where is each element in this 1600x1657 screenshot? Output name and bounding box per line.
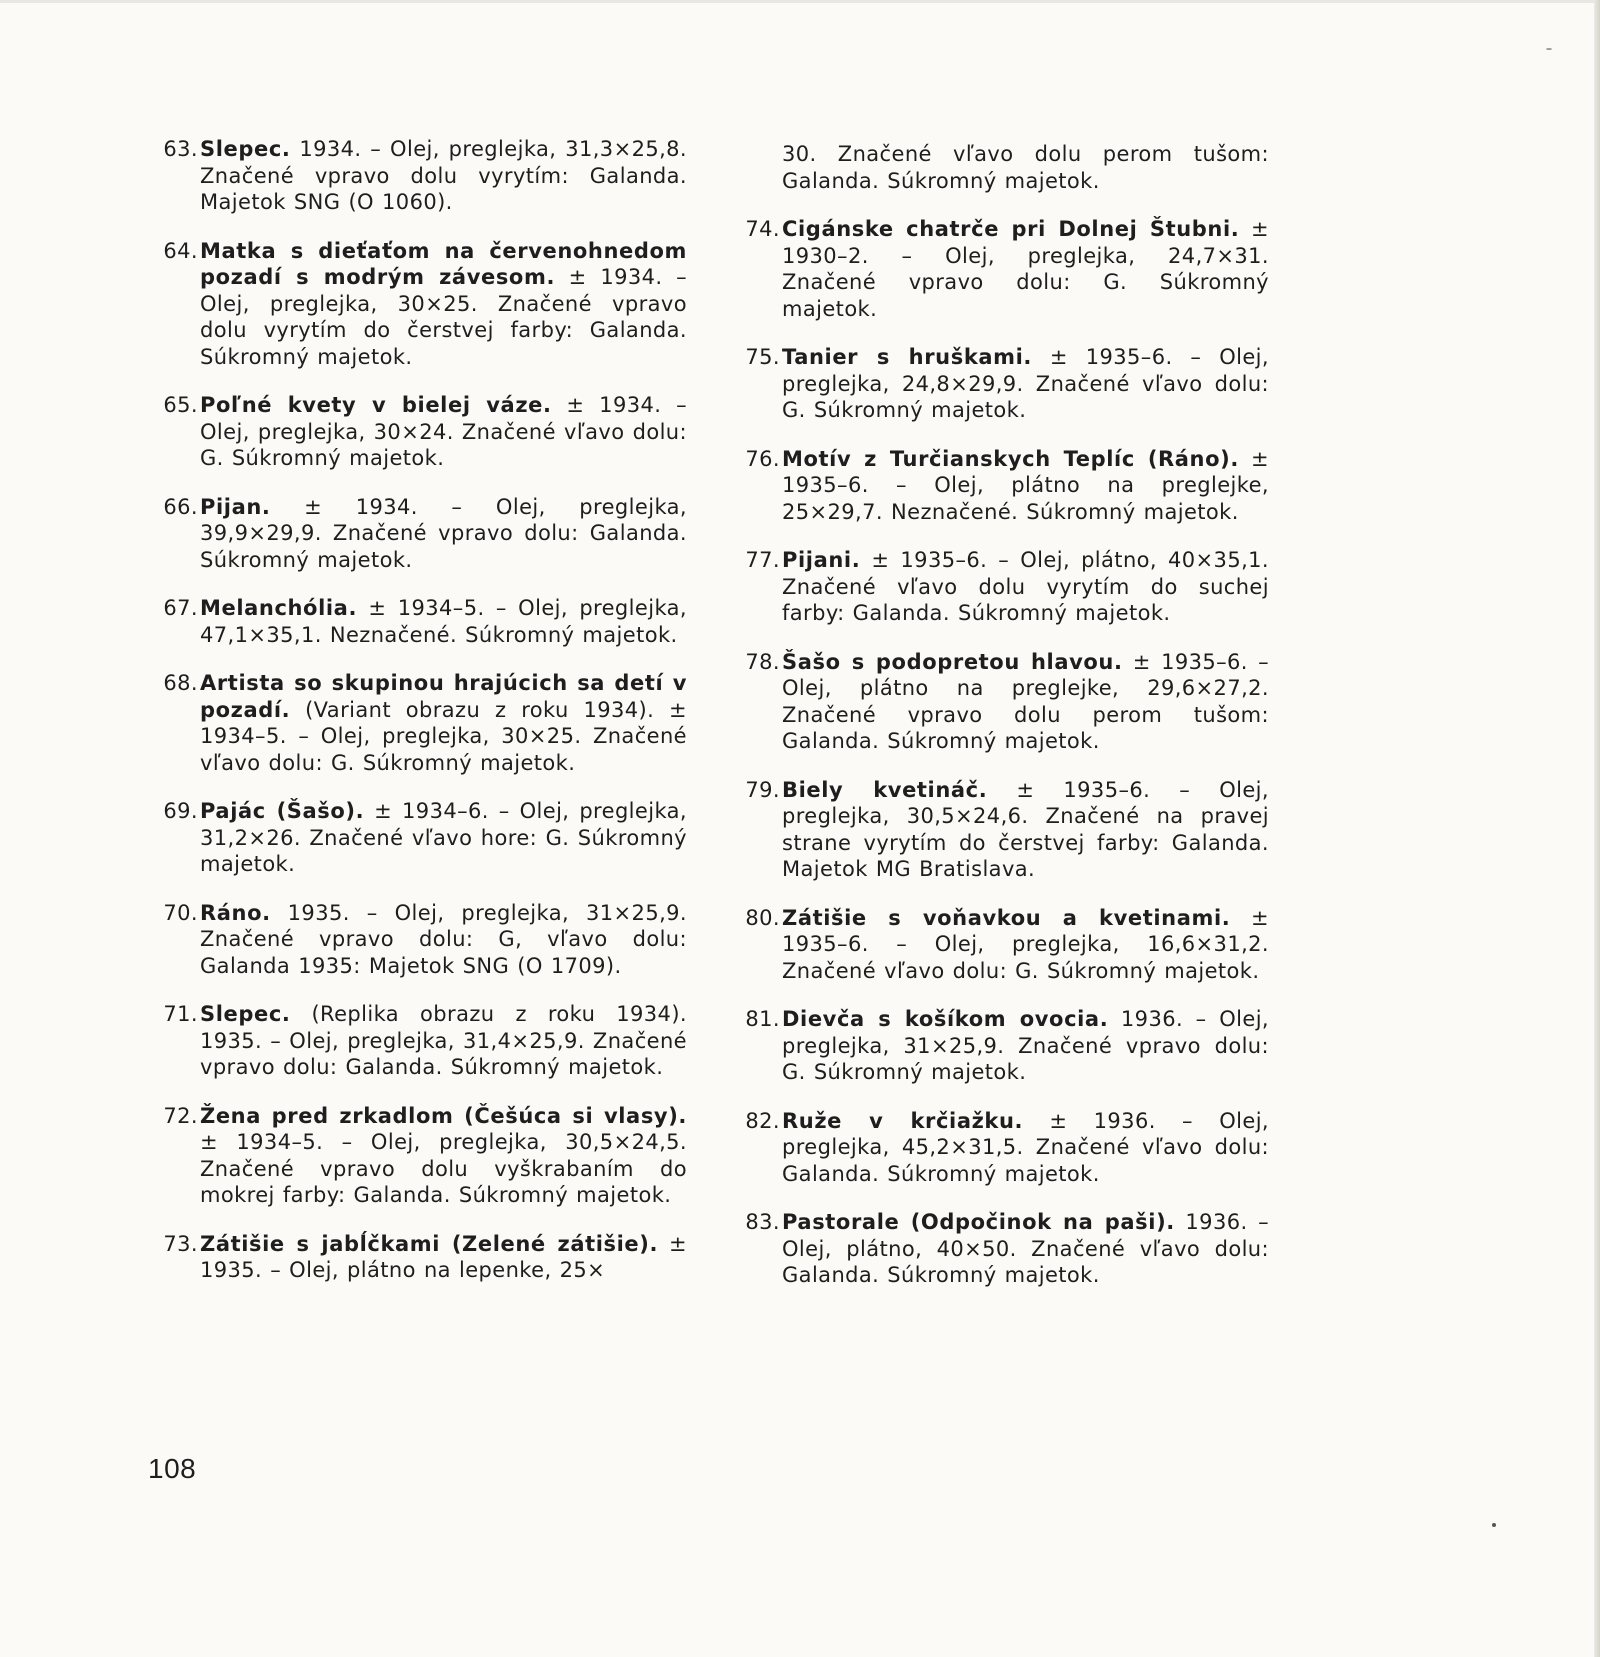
entry-text: ± 1935–6. – Olej, preglejka, 24,8×29,9. Značené vľavo dolu: G. Súkromný majetok. xyxy=(782,345,1269,422)
entry-number: 80. xyxy=(745,905,780,930)
catalog-entry xyxy=(152,1103,687,1209)
catalog-entry xyxy=(734,216,1269,322)
entry-text: ± 1934. – Olej, preglejka, 30×25. Značené vpravo dolu vyrytím do čerstvej farby: Galanda. Súkromný majetok. xyxy=(200,265,687,369)
entry-title: Tanier s hruškami. xyxy=(782,345,1033,369)
entry-title: Žena pred zrkadlom (Češúca si vlasy). xyxy=(200,1103,687,1128)
entry-number: 82. xyxy=(745,1108,780,1133)
entry-number: 68. xyxy=(163,671,198,695)
right-column xyxy=(734,141,1269,1311)
entry-number: 77. xyxy=(745,548,780,572)
entry-number: 69. xyxy=(163,799,198,823)
entry-text: ± 1936. – Olej, preglejka, 45,2×31,5. Značené vľavo dolu: Galanda. Súkromný majetok. xyxy=(782,1108,1269,1186)
catalog-entry xyxy=(152,595,687,648)
entry-text: 30. Značené vľavo dolu perom tušom: Galanda. Súkromný majetok. xyxy=(782,142,1269,193)
entry-number: 79. xyxy=(745,777,780,802)
entry-title: Biely kvetináč. xyxy=(782,777,988,802)
entry-title: Cigánske chatrče pri Dolnej Štubni. xyxy=(782,217,1240,241)
entry-text: (Replika obrazu z roku 1934). 1935. – Olej, preglejka, 31,4×25,9. Značené vpravo dolu: Galanda. Súkromný majetok. xyxy=(200,1002,687,1079)
entry-title: Matka s dieťaťom na červenohnedom pozadí s modrým závesom. xyxy=(200,238,687,289)
entry-title: Artista so skupinou hrajúcich sa detí v pozadí. xyxy=(200,671,687,722)
catalog-entry xyxy=(152,1001,687,1081)
entry-text: ± 1934–5. – Olej, preglejka, 30,5×24,5. Značené vpravo dolu vyškrabaním do mokrej farby: Galanda. Súkromný majetok. xyxy=(200,1130,687,1207)
entry-title: Zátišie s voňavkou a kvetinami. xyxy=(782,905,1231,930)
catalog-entry xyxy=(152,1231,687,1284)
catalog-entry xyxy=(152,670,687,776)
catalog-entry xyxy=(152,238,687,371)
catalog-entry xyxy=(152,392,687,472)
entry-title: Zátišie s jabĺčkami (Zelené zátišie). xyxy=(200,1231,659,1256)
entry-text: ± 1934. – Olej, preglejka, 39,9×29,9. Značené vpravo dolu: Galanda. Súkromný majetok. xyxy=(200,494,687,572)
entry-title: Dievča s košíkom ovocia. xyxy=(782,1007,1109,1031)
entry-text: ± 1935–6. – Olej, preglejka, 30,5×24,6. Značené na pravej strane vyrytím do čerstvej farby: Galanda. Majetok MG Bratislava. xyxy=(782,777,1269,881)
entry-number: 81. xyxy=(745,1007,780,1031)
entry-text: 1936. – Olej, preglejka, 31×25,9. Značené vpravo dolu: G. Súkromný majetok. xyxy=(782,1007,1269,1084)
catalog-entry xyxy=(152,900,687,980)
entry-title: Pijan. xyxy=(200,494,271,519)
catalog-entry xyxy=(152,494,687,574)
catalog-entry xyxy=(734,547,1269,627)
entry-number: 64. xyxy=(163,238,198,263)
entry-title: Melanchólia. xyxy=(200,596,358,620)
entry-number: 73. xyxy=(163,1231,198,1256)
entry-title: Pastorale (Odpočinok na paši). xyxy=(782,1210,1175,1234)
entry-text: ± 1935–6. – Olej, plátno na preglejke, 25×29,7. Neznačené. Súkromný majetok. xyxy=(782,446,1269,524)
entry-text: ± 1935–6. – Olej, plátno na preglejke, 29,6×27,2. Značené vpravo dolu perom tušom: Galanda. Súkromný majetok. xyxy=(782,649,1270,753)
print-speck xyxy=(1546,48,1552,50)
left-column xyxy=(152,136,687,1306)
catalog-entry xyxy=(734,649,1269,755)
entry-number: 72. xyxy=(163,1103,198,1128)
entry-title: Motív z Turčianskych Teplíc (Ráno). xyxy=(782,446,1239,471)
catalog-entry xyxy=(734,446,1269,526)
catalog-entry-continuation xyxy=(734,141,1269,194)
entry-text: ± 1935–6. – Olej, preglejka, 16,6×31,2. Značené vľavo dolu: G. Súkromný majetok. xyxy=(782,905,1269,983)
entry-text: ± 1935. – Olej, plátno na lepenke, 25× xyxy=(200,1231,687,1282)
catalog-entry xyxy=(734,1006,1269,1086)
entry-text: 1935. – Olej, preglejka, 31×25,9. Značené vpravo dolu: G, vľavo dolu: Galanda 1935: Majetok SNG (O 1709). xyxy=(200,900,687,978)
entry-text: ± 1930–2. – Olej, preglejka, 24,7×31. Značené vpravo dolu: G. Súkromný majetok. xyxy=(782,217,1269,321)
catalog-entry xyxy=(734,777,1269,883)
entry-text: ± 1935–6. – Olej, plátno, 40×35,1. Značené vľavo dolu vyrytím do suchej farby: Galanda. Súkromný majetok. xyxy=(782,548,1269,625)
entry-text: ± 1934. – Olej, preglejka, 30×24. Značené vľavo dolu: G. Súkromný majetok. xyxy=(200,393,688,470)
catalog-entry xyxy=(734,1108,1269,1188)
catalog-entry xyxy=(152,798,687,878)
entry-number: 75. xyxy=(745,345,780,369)
catalog-entry xyxy=(152,136,687,216)
entry-title: Šašo s podopretou hlavou. xyxy=(782,649,1123,674)
entry-number: 71. xyxy=(163,1002,198,1026)
entry-title: Slepec. xyxy=(200,1002,291,1026)
entry-title: Poľné kvety v bielej váze. xyxy=(200,393,552,417)
catalog-entry xyxy=(734,1209,1269,1289)
catalog-entry xyxy=(734,905,1269,985)
print-speck xyxy=(1492,1523,1496,1527)
entry-text: ± 1934–6. – Olej, preglejka, 31,2×26. Značené vľavo hore: G. Súkromný majetok. xyxy=(200,799,687,876)
entry-text: 1934. – Olej, preglejka, 31,3×25,8. Značené vpravo dolu vyrytím: Galanda. Majetok SNG (O 1060). xyxy=(200,137,687,214)
page-right-edge xyxy=(1594,0,1600,1657)
entry-number: 78. xyxy=(745,649,780,674)
entry-number: 63. xyxy=(163,137,198,161)
entry-text: ± 1934–5. – Olej, preglejka, 47,1×35,1. Neznačené. Súkromný majetok. xyxy=(200,596,687,647)
page-number: 108 xyxy=(148,1453,197,1484)
entry-title: Ruže v krčiažku. xyxy=(782,1108,1024,1133)
entry-number: 67. xyxy=(163,596,198,620)
entry-number: 74. xyxy=(745,217,780,241)
entry-number: 76. xyxy=(745,446,780,471)
entry-number: 83. xyxy=(745,1210,780,1234)
catalog-entry xyxy=(734,344,1269,424)
entry-title: Pajác (Šašo). xyxy=(200,799,365,823)
entry-number: 70. xyxy=(163,900,198,925)
entry-title: Pijani. xyxy=(782,548,861,572)
page-top-edge xyxy=(0,0,1600,3)
entry-title: Ráno. xyxy=(200,900,271,925)
entry-text: 1936. – Olej, plátno, 40×50. Značené vľavo dolu: Galanda. Súkromný majetok. xyxy=(782,1210,1269,1287)
entry-number: 65. xyxy=(163,393,198,417)
entry-number: 66. xyxy=(163,494,198,519)
entry-title: Slepec. xyxy=(200,137,291,161)
entry-text: (Variant obrazu z roku 1934). ± 1934–5. – Olej, preglejka, 30×25. Značené vľavo dolu: G. Súkromný majetok. xyxy=(200,697,687,775)
